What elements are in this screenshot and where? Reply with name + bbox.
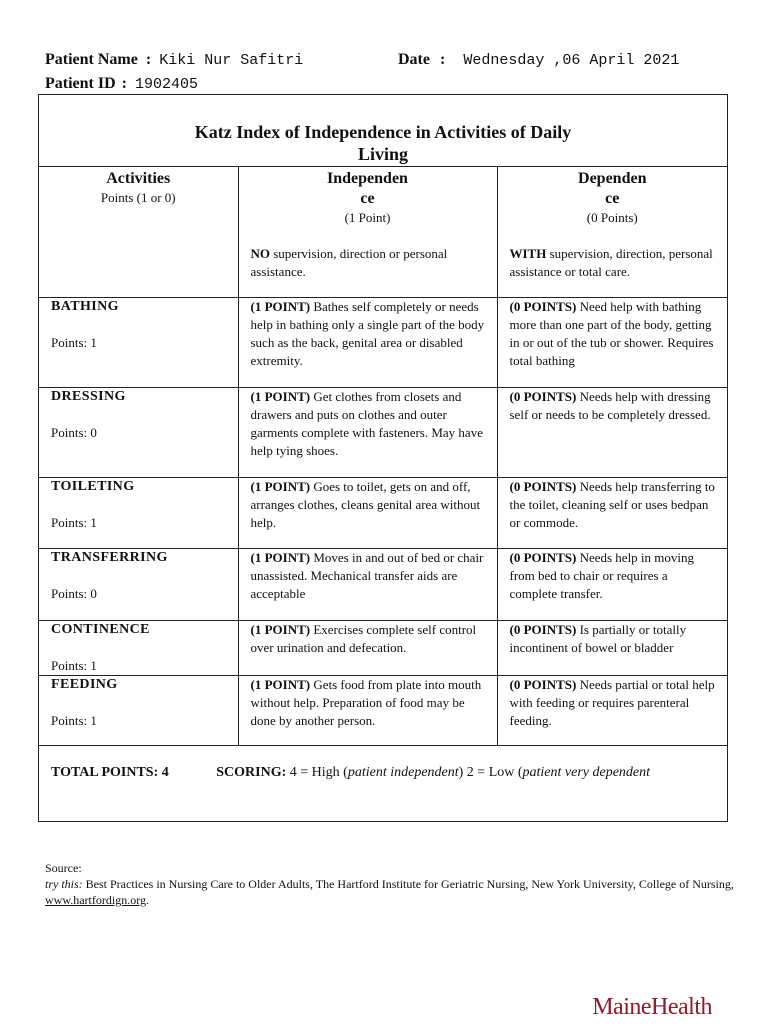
dependence-points-label: (0 POINTS) xyxy=(509,298,577,314)
activity-cell xyxy=(39,297,238,387)
dependence-cell xyxy=(497,675,727,745)
scoring-high: 4 = High ( xyxy=(286,764,348,780)
independence-points-label: (1 POINT) xyxy=(250,298,311,314)
activity-points: Points: 1 xyxy=(51,657,97,673)
date-value: Wednesday ,06 April 2021 xyxy=(463,51,680,69)
activity-cell xyxy=(39,675,238,745)
activities-header xyxy=(39,167,238,297)
independence-text: Get clothes from closets and drawers and puts on clothes and outer garments complete with fasteners. May have help tying shoes. xyxy=(250,388,483,458)
mainehealth-logo: MaineHealth xyxy=(592,994,712,1020)
dependence-cell xyxy=(497,387,727,477)
patient-id-value: 1902405 xyxy=(134,75,198,93)
dependence-note-bold: WITH xyxy=(509,246,547,261)
total-row xyxy=(39,745,727,821)
scoring-legend xyxy=(216,765,650,780)
source-citation xyxy=(45,876,735,908)
patient-name-sep: : xyxy=(145,51,152,68)
dependence-cell xyxy=(497,620,727,675)
scoring-high-desc: patient independent xyxy=(347,764,459,780)
activity-cell xyxy=(39,387,238,477)
patient-id-label: Patient ID xyxy=(45,75,116,92)
dependence-text: Needs partial or total help with feeding or requires parenteral feeding. xyxy=(509,676,715,728)
source-note xyxy=(45,860,735,908)
scoring-low-desc: patient very dependent xyxy=(522,764,651,780)
source-label: Source: xyxy=(45,861,82,875)
total-cell xyxy=(39,745,727,821)
dependence-header-sub: (0 Points) xyxy=(586,210,638,225)
independence-header-title-2: ce xyxy=(360,190,375,207)
dependence-text: Needs help with dressing self or needs to be completely dressed. xyxy=(509,388,711,422)
independence-note-text: supervision, direction or personal assistance. xyxy=(250,246,448,279)
dependence-points-label: (0 POINTS) xyxy=(509,388,577,404)
dependence-header xyxy=(497,167,727,297)
source-text: Best Practices in Nursing Care to Older Adults, The Hartford Institute for Geriatric Nursing, New York University, College of Nursing, xyxy=(82,877,734,891)
total-points: TOTAL POINTS: 4 xyxy=(51,764,169,780)
table-row xyxy=(39,620,727,675)
independence-text: Exercises complete self control over urination and defecation. xyxy=(250,621,477,655)
patient-id-row xyxy=(45,72,735,96)
activity-name: TRANSFERRING xyxy=(51,549,168,565)
dependence-header-title-2: ce xyxy=(605,190,620,207)
activity-name: CONTINENCE xyxy=(51,621,150,637)
independence-points-label: (1 POINT) xyxy=(250,676,311,692)
katz-index-form xyxy=(38,94,728,822)
independence-points-label: (1 POINT) xyxy=(250,549,311,565)
activities-table xyxy=(39,167,727,821)
form-title-line-2: Living xyxy=(357,144,409,164)
independence-text: Goes to toilet, gets on and off, arranges clothes, cleans genital area without help. xyxy=(250,478,481,530)
independence-points-label: (1 POINT) xyxy=(250,621,311,637)
independence-points-label: (1 POINT) xyxy=(250,388,311,404)
dependence-cell xyxy=(497,548,727,620)
dependence-text: Need help with bathing more than one part of the body, getting in or out of the tub or shower. Requires total bathing xyxy=(509,298,714,368)
patient-name-value: Kiki Nur Safitri xyxy=(159,51,304,69)
activity-name: DRESSING xyxy=(51,388,126,404)
activity-name: TOILETING xyxy=(51,478,135,494)
source-try-label: try this: xyxy=(45,877,83,891)
dependence-header-title-1: Dependen xyxy=(578,170,647,187)
dependence-note-text: supervision, direction, personal assistance or total care. xyxy=(509,246,713,279)
activity-cell xyxy=(39,620,238,675)
dependence-points-label: (0 POINTS) xyxy=(509,478,577,494)
activity-name: FEEDING xyxy=(51,676,118,692)
activities-header-title: Activities xyxy=(106,170,171,187)
dependence-cell xyxy=(497,477,727,548)
scoring-low: ) 2 = Low ( xyxy=(458,764,523,780)
independence-header-title-1: Independen xyxy=(327,170,408,187)
table-header-row xyxy=(39,167,727,297)
activity-name: BATHING xyxy=(51,298,119,314)
independence-text: Gets food from plate into mouth without help. Preparation of food may be done by another person. xyxy=(250,676,482,728)
table-row xyxy=(39,477,727,548)
dependence-text: Needs help in moving from bed to chair or requires a complete transfer. xyxy=(509,549,695,601)
form-title xyxy=(39,95,727,167)
date-label: Date xyxy=(398,51,430,68)
independence-text: Bathes self completely or needs help in bathing only a single part of the body such as the back, genital area or disabled extremity. xyxy=(250,298,485,368)
date-sep: : xyxy=(439,51,446,68)
independence-note-bold: NO xyxy=(250,246,270,261)
independence-cell xyxy=(238,297,497,387)
table-row xyxy=(39,548,727,620)
patient-id-sep: : xyxy=(121,75,127,92)
dependence-cell xyxy=(497,297,727,387)
independence-cell xyxy=(238,620,497,675)
activity-cell xyxy=(39,477,238,548)
independence-note xyxy=(251,245,485,281)
activity-points: Points: 1 xyxy=(51,334,97,350)
table-row xyxy=(39,675,727,745)
independence-header-sub: (1 Point) xyxy=(344,210,391,225)
dependence-text: Is partially or totally incontinent of bowel or bladder xyxy=(509,621,687,655)
independence-header xyxy=(238,167,497,297)
table-row xyxy=(39,387,727,477)
table-row xyxy=(39,297,727,387)
activities-header-sub: Points (1 or 0) xyxy=(100,190,176,205)
activity-points: Points: 0 xyxy=(51,424,97,440)
patient-name-label: Patient Name xyxy=(45,51,138,68)
independence-cell xyxy=(238,548,497,620)
dependence-points-label: (0 POINTS) xyxy=(509,549,577,565)
independence-cell xyxy=(238,675,497,745)
dependence-points-label: (0 POINTS) xyxy=(509,676,577,692)
activity-points: Points: 1 xyxy=(51,712,97,728)
scoring-label: SCORING: xyxy=(216,764,287,780)
independence-text: Moves in and out of bed or chair unassisted. Mechanical transfer aids are acceptable xyxy=(250,549,484,601)
patient-name-row xyxy=(45,48,735,72)
source-link[interactable]: www.hartfordign.org xyxy=(45,893,146,907)
activity-points: Points: 0 xyxy=(51,585,97,601)
dependence-note xyxy=(510,245,716,281)
source-end: . xyxy=(145,893,149,907)
independence-cell xyxy=(238,477,497,548)
patient-header xyxy=(45,48,735,96)
form-title-line-1: Katz Index of Independence in Activities of Daily xyxy=(194,122,572,142)
activity-points: Points: 1 xyxy=(51,514,97,530)
activity-cell xyxy=(39,548,238,620)
dependence-text: Needs help transferring to the toilet, cleaning self or uses bedpan or commode. xyxy=(509,478,715,530)
independence-cell xyxy=(238,387,497,477)
dependence-points-label: (0 POINTS) xyxy=(509,621,577,637)
independence-points-label: (1 POINT) xyxy=(250,478,311,494)
date-field xyxy=(398,48,679,72)
